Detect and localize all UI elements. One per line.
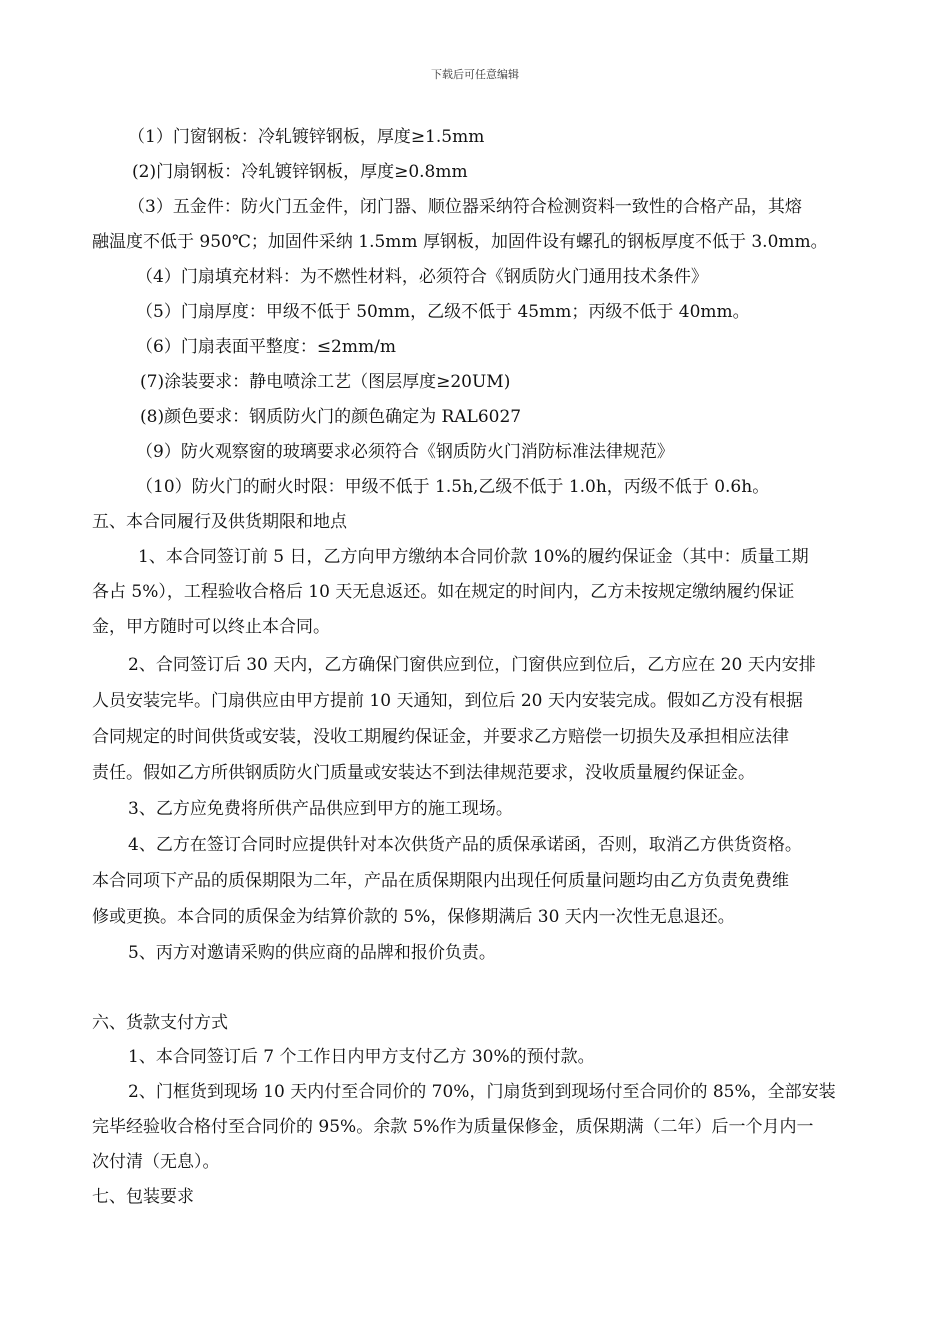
- clause-5-4-cont-1: 本合同项下产品的质保期限为二年，产品在质保期限内出现任何质量问题均由乙方负责免费维: [92, 871, 789, 891]
- clause-5-1-cont-2: 金，甲方随时可以终止本合同。: [92, 617, 330, 637]
- spec-item-6: （6）门扇表面平整度：≤2mm/m: [136, 337, 396, 357]
- clause-5-3: 3、乙方应免费将所供产品供应到甲方的施工现场。: [128, 799, 513, 819]
- spec-item-3: （3）五金件：防火门五金件，闭门器、顺位器采纳符合检测资料一致性的合格产品，其熔: [128, 197, 802, 217]
- clause-5-5: 5、丙方对邀请采购的供应商的品牌和报价负责。: [128, 943, 496, 963]
- spec-item-1: （1）门窗钢板：冷轧镀锌钢板，厚度≥1.5mm: [128, 127, 485, 147]
- spec-item-3-cont: 融温度不低于 950℃；加固件采纳 1.5mm 厚钢板，加固件设有螺孔的钢板厚度不低于 3.0mm。: [92, 232, 828, 252]
- section-heading-7: 七、包装要求: [92, 1187, 194, 1207]
- spec-item-10: （10）防火门的耐火时限：甲级不低于 1.5h,乙级不低于 1.0h，丙级不低于 0.6h。: [136, 477, 770, 497]
- clause-5-4-cont-2: 修或更换。本合同的质保金为结算价款的 5%，保修期满后 30 天内一次性无息退还。: [92, 907, 735, 927]
- spec-item-9: （9）防火观察窗的玻璃要求必须符合《钢质防火门消防标准法律规范》: [136, 442, 674, 462]
- section-heading-5: 五、本合同履行及供货期限和地点: [92, 512, 347, 532]
- clause-5-1-cont-1: 各占 5%），工程验收合格后 10 天无息返还。如在规定的时间内，乙方未按规定缴纳履约保证: [92, 582, 795, 602]
- spec-item-7: (7)涂装要求：静电喷涂工艺（图层厚度≥20UM): [140, 372, 511, 392]
- spec-item-4: （4）门扇填充材料：为不燃性材料，必须符合《钢质防火门通用技术条件》: [136, 267, 708, 287]
- clause-6-2-cont-1: 完毕经验收合格付至合同价的 95%。余款 5%作为质量保修金，质保期满（二年）后一个月内一: [92, 1117, 814, 1137]
- page-header: 下载后可任意编辑: [431, 68, 519, 81]
- spec-item-8: (8)颜色要求：钢质防火门的颜色确定为 RAL6027: [140, 407, 522, 427]
- spec-item-2: (2)门扇钢板：冷轧镀锌钢板，厚度≥0.8mm: [132, 162, 468, 182]
- clause-5-2-cont-3: 责任。假如乙方所供钢质防火门质量或安装达不到法律规范要求，没收质量履约保证金。: [92, 763, 755, 783]
- clause-5-1: 1、本合同签订前 5 日，乙方向甲方缴纳本合同价款 10%的履约保证金（其中：质量工期: [138, 547, 809, 567]
- clause-6-2: 2、门框货到现场 10 天内付至合同价的 70%，门扇货到到现场付至合同价的 85%，全部安装: [128, 1082, 836, 1102]
- clause-5-2-cont-2: 合同规定的时间供货或安装，没收工期履约保证金，并要求乙方赔偿一切损失及承担相应法律: [92, 727, 789, 747]
- spec-item-5: （5）门扇厚度：甲级不低于 50mm，乙级不低于 45mm；丙级不低于 40mm。: [136, 302, 750, 322]
- clause-6-1: 1、本合同签订后 7 个工作日内甲方支付乙方 30%的预付款。: [128, 1047, 595, 1067]
- clause-5-2: 2、合同签订后 30 天内，乙方确保门窗供应到位，门窗供应到位后，乙方应在 20 天内安排: [128, 655, 816, 675]
- clause-5-4: 4、乙方在签订合同时应提供针对本次供货产品的质保承诺函，否则，取消乙方供货资格。: [128, 835, 802, 855]
- section-heading-6: 六、货款支付方式: [92, 1013, 228, 1033]
- clause-5-2-cont-1: 人员安装完毕。门扇供应由甲方提前 10 天通知，到位后 20 天内安装完成。假如乙方没有根据: [92, 691, 803, 711]
- clause-6-2-cont-2: 次付清（无息）。: [92, 1152, 220, 1172]
